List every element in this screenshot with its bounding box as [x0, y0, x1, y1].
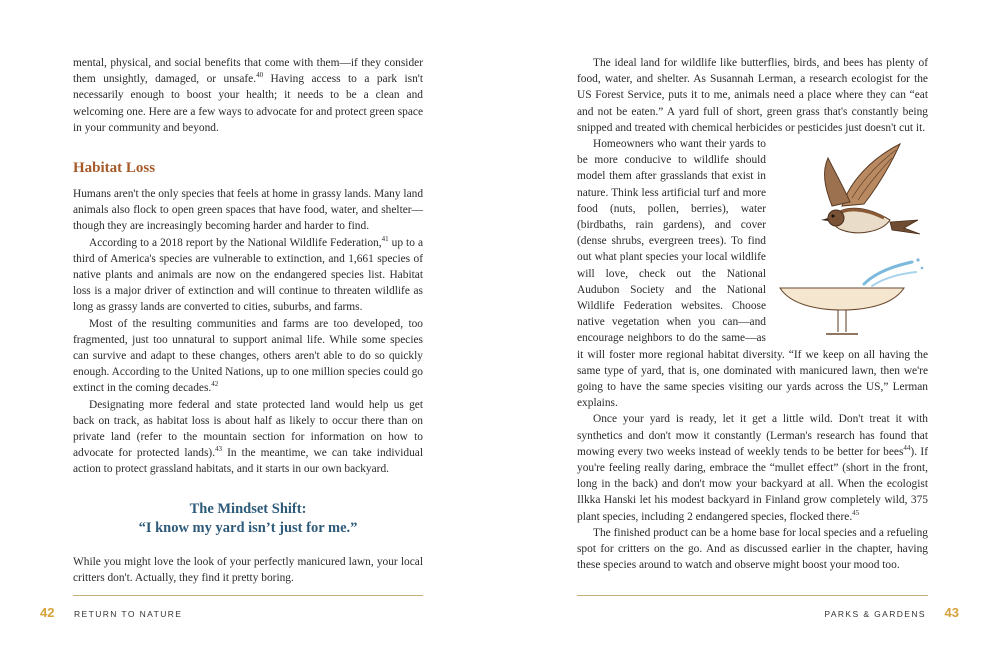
swallow-birdbath-icon [772, 136, 932, 336]
footer-rule [73, 595, 423, 596]
page-number: 42 [40, 605, 55, 620]
body-paragraph: Most of the resulting communities and farms are too developed, too fragmented, just too unnatural to support animal life. While some species can survive and adapt to these changes, others aren't able to do so quickly enough. According to the United Nations, up to one million species could go extinct in the coming decades.$^{42}$ [73, 317, 423, 395]
body-paragraph: Humans aren't the only species that feels at home in grassy lands. Many land animals also flock to open green spaces that have food, water, and shelter—though they are increasingly becoming harder and harder to find. [73, 188, 424, 233]
footnote-ref-42[interactable]: 42 [211, 380, 219, 389]
body-paragraph: The ideal land for wildlife like butterflies, birds, and bees has plenty of food, water, and shelter. As Susannah Lerman, a research ecologist for the US Forest Service, puts it to me, animals need a place where they can “eat and not be eaten.” A yard full of short, green grass that's constantly being snipped and treated with chemical herbicides or pesticides just doesn't cut it. [577, 57, 928, 134]
body-paragraph: Homeowners who want their yards to be more conducive to wildlife should model them after grasslands that exist in nature. Think less artificial turf and more food (nuts, pollen, berries), water (birdbaths, rain gardens), and cover (dense shrubs, evergreen trees). To find out what plant species your local wildlife will love, check out the National Audubon Society and the National Wildlife Federation websites. Choose native vegetation when you can—and encourage neighbors to do the same—as it will foster more regional habitat diversity. “If we keep on all having the same type of yard, that is, one dominated with manicured lawn, then we're going to have the same species visiting our yards across the US,” Lerman explains. [577, 138, 928, 410]
body-paragraph: Once your yard is ready, let it get a little wild. Don't treat it with synthetics and don't mow it constantly (Lerman's research has found that mowing every two weeks instead of weekly tends to be better for bees$^{44}$). If you're feeling really daring, embrace the “mullet effect” (short in the front, long in the back) and don't mow your backyard at all. When the ecologist Ilkka Hanski let his modest backyard in Finland grow completely wild, 375 plant species, including 2 endangered species, flocked there.$^{45}$ [577, 413, 929, 523]
footnote-ref-43[interactable]: 43 [215, 445, 223, 454]
page-number: 43 [944, 605, 959, 620]
intro-paragraph: mental, physical, and social benefits that come with them—if they consider them unsightly, damaged, or unsafe.$^{40}$ Having access to a park isn't necessarily enough to boost your health; it needs to be a clean and welcoming one. Here are a few ways to advocate for and protect green space in your community and beyond. [73, 57, 424, 134]
body-paragraph: According to a 2018 report by the National Wildlife Federation,$^{41}$ up to a third of America's species are vulnerable to extinction, and 1,661 species of native plants and animals are now on the endangered species list. Habitat loss is a major driver of extinction and will continue to threaten wildlife as long as grassy lands are converted to cities, suburbs, and farms. [73, 234, 423, 314]
body-paragraph: Designating more federal and state protected land would help us get back on track, as habitat loss is about half as likely to occur there than on private land (refer to the mountain section for information on how to advocate for protected lands).$^{43}$ In the meantime, we can take individual action to protect grassland habitats, and it starts in our own backyard. [73, 398, 423, 476]
mindset-quote: “I know my yard isn’t just for me.” [138, 519, 358, 536]
mindset-callout [73, 500, 423, 538]
footer-rule [577, 595, 928, 596]
footnote-ref-40[interactable]: 40 [256, 71, 264, 80]
mindset-title: The Mindset Shift: [189, 500, 307, 517]
body-paragraph: The finished product can be a home base for local species and a refueling spot for critters on the go. And as discussed earlier in the chapter, having these species around to watch and observe might boost your mood too. [577, 526, 928, 572]
footnote-ref-45[interactable]: 45 [852, 508, 860, 517]
bird-birdbath-illustration [772, 136, 932, 336]
right-page [500, 0, 1000, 667]
footnote-ref-41[interactable]: 41 [381, 234, 389, 243]
left-text-column [73, 55, 423, 586]
section-heading: Habitat Loss [73, 160, 156, 177]
right-text-column [577, 55, 928, 574]
running-head: PARKS & GARDENS [824, 609, 926, 619]
body-paragraph: While you might love the look of your perfectly manicured lawn, your local critters don't. Actually, they find it pretty boring. [73, 555, 423, 584]
footnote-ref-44[interactable]: 44 [903, 444, 911, 453]
running-head: RETURN TO NATURE [74, 609, 183, 619]
